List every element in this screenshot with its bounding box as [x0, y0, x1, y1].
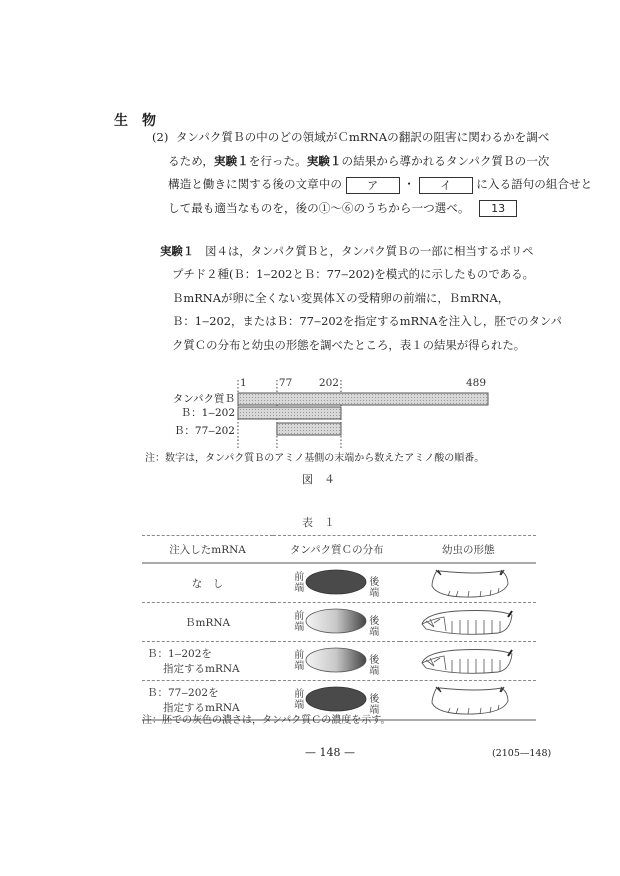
embryo-uniform-dark-icon — [305, 568, 369, 598]
question-text: して最も適当なものを，後の①～⑥のうちから一つ選べ。 — [168, 200, 470, 215]
tick-label: 1 — [240, 377, 247, 389]
mrna-label: Ｂ：1‒202を — [147, 648, 212, 660]
question-text: るため， — [168, 153, 214, 168]
morphology-cell — [400, 603, 536, 642]
protein-bar — [238, 393, 488, 405]
mrna-label: 指定するmRNA — [163, 702, 240, 714]
experiment-text: Ｂ：1‒202，またはＢ：77‒202を指定するmRNAを注入し，胚でのタンパ — [172, 314, 562, 329]
larva-normal-icon — [418, 605, 518, 639]
anterior-label: 前端 — [294, 572, 305, 594]
bar-label: Ｂ：1‒202 — [180, 407, 235, 419]
table-row — [142, 603, 536, 642]
tick-label: 489 — [465, 377, 486, 389]
experiment-ref: 実験１ — [213, 153, 249, 168]
header-distribution: タンパク質Ｃの分布 — [273, 536, 400, 564]
figure4-note: 注：数字は，タンパク質Ｂのアミノ基側の末端から数えたアミノ酸の順番。 — [145, 453, 485, 464]
header-morphology: 幼虫の形態 — [400, 536, 536, 564]
tick-label: 77 — [278, 377, 293, 389]
posterior-label: 後端 — [369, 655, 380, 677]
question-text: を行った。 — [248, 153, 307, 168]
larva-abnormal-icon — [418, 566, 518, 600]
experiment-text: プチド２種(Ｂ：1‒202とＢ：77‒202)を模式的に示したものである。 — [172, 267, 534, 282]
table-row — [142, 642, 536, 681]
mrna-label: 指定するmRNA — [163, 663, 240, 675]
morphology-cell — [400, 642, 536, 681]
experiment-ref: 実験１ — [306, 153, 342, 168]
mrna-label: ＢmRNA — [184, 616, 231, 629]
anterior-label: 前端 — [294, 650, 305, 672]
anterior-label: 前端 — [294, 689, 305, 711]
posterior-label: 後端 — [369, 616, 380, 638]
blank-a-box: ア — [346, 177, 400, 194]
experiment-text: 図４は，タンパク質Ｂと，タンパク質Ｂの一部に相当するポリペ — [205, 244, 534, 258]
distribution-cell — [273, 603, 400, 642]
experiment-block — [160, 240, 562, 357]
question-text: 構造と働きに関する後の文章中の — [168, 177, 342, 191]
exam-code: (2105—148) — [492, 748, 552, 759]
bar-label: Ｂ：77‒202 — [173, 425, 235, 437]
morphology-cell — [400, 563, 536, 603]
distribution-cell — [273, 642, 400, 681]
blank-i-box: イ — [419, 177, 473, 194]
posterior-label: 後端 — [369, 694, 380, 716]
embryo-gradient-icon — [305, 646, 369, 676]
anterior-label: 前端 — [294, 611, 305, 633]
larva-abnormal-icon — [418, 683, 518, 717]
table1-note: 注：胚での灰色の濃さは，タンパク質Ｃの濃度を示す。 — [142, 715, 391, 726]
separator: ・ — [403, 177, 415, 191]
posterior-label: 後端 — [369, 577, 380, 599]
question-text: の結果から導かれるタンパク質Ｂの一次 — [341, 153, 550, 168]
protein-bar — [277, 423, 341, 435]
table-header-row — [142, 536, 536, 564]
experiment-text: ク質Ｃの分布と幼虫の形態を調べたところ，表１の結果が得られた。 — [172, 337, 526, 352]
protein-bar — [238, 407, 341, 419]
table1 — [142, 535, 536, 721]
mrna-label: な し — [191, 577, 224, 590]
mrna-label: Ｂ：77‒202を — [147, 687, 219, 699]
question-number: (2) — [152, 130, 169, 144]
question-block — [152, 126, 592, 220]
experiment-text: ＢmRNAが卵に全くない変異体Ｘの受精卵の前端に，ＢmRNA， — [172, 290, 510, 305]
page-number: — 148 — — [305, 746, 355, 759]
mrna-cell — [142, 563, 273, 603]
tick-label: 202 — [318, 377, 339, 389]
morphology-cell — [400, 681, 536, 721]
embryo-gradient-icon — [305, 607, 369, 637]
subject-heading: 生物 — [114, 113, 170, 129]
mrna-cell — [142, 603, 273, 642]
question-text: タンパク質Ｂの中のどの領域がＣmRNAの翻訳の阻害に関わるかを調べ — [175, 130, 550, 144]
experiment-label: 実験１ — [160, 244, 195, 258]
larva-normal-icon — [418, 644, 518, 678]
bar-label: タンパク質Ｂ — [172, 393, 235, 405]
answer-number-box: 13 — [479, 200, 517, 217]
header-mrna: 注入したmRNA — [142, 536, 273, 564]
table-row — [142, 563, 536, 603]
question-text: に入る語句の組合せと — [476, 177, 593, 191]
figure4-bar-labels — [152, 372, 235, 442]
mrna-cell — [142, 642, 273, 681]
table1-caption: 表 １ — [302, 516, 335, 529]
figure4-caption: 図 ４ — [302, 473, 335, 486]
distribution-cell — [273, 563, 400, 603]
